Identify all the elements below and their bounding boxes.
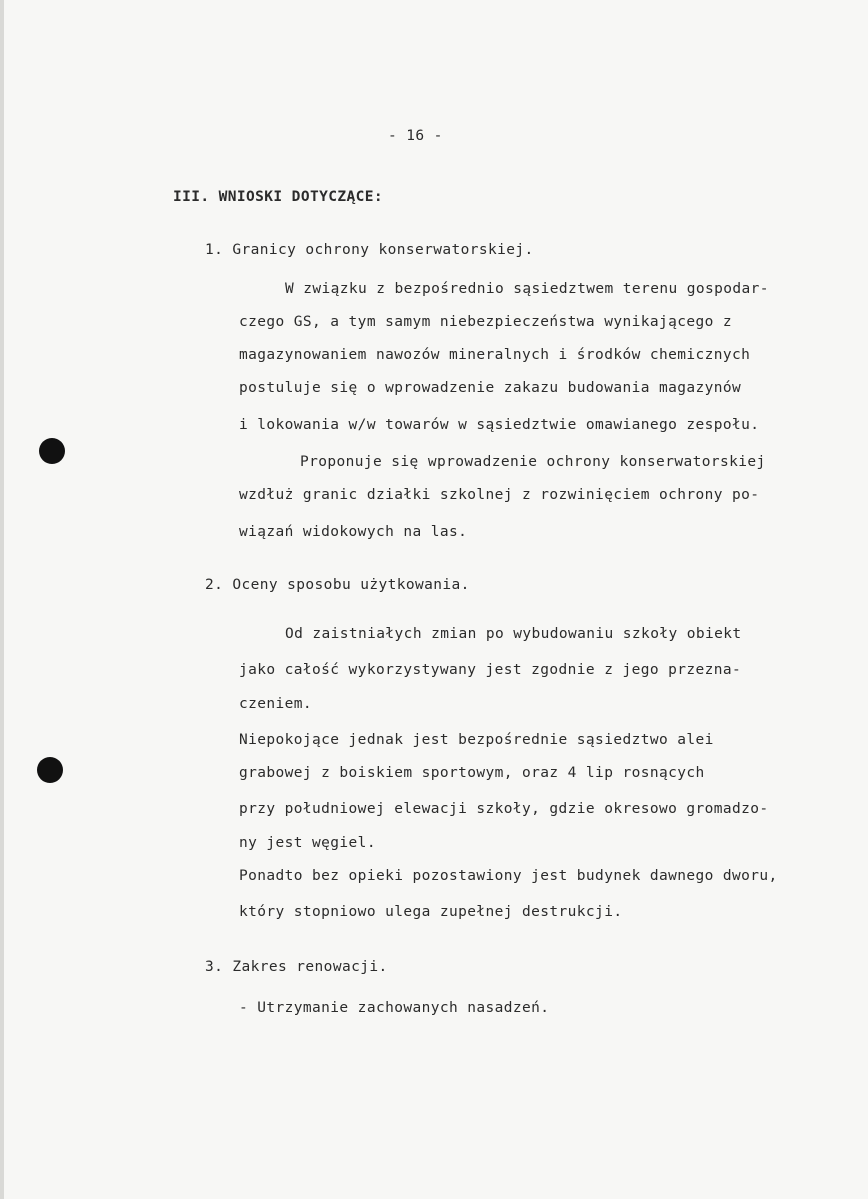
item-2-line-2: jako całość wykorzystywany jest zgodnie z jego przezna- — [239, 662, 742, 678]
item-3-heading: 3. Zakres renowacji. — [205, 959, 388, 975]
item-1-line-3: magazynowaniem nawozów mineralnych i środków chemicznych — [239, 347, 751, 363]
punch-hole-top — [39, 438, 65, 464]
item-1-line-5: i lokowania w/w towarów w sąsiedztwie omawianego zespołu. — [239, 417, 760, 433]
punch-hole-bottom — [37, 757, 63, 783]
item-1-heading: 1. Granicy ochrony konserwatorskiej. — [205, 242, 534, 258]
item-2-line-7: ny jest węgiel. — [239, 835, 376, 851]
item-2-line-4: Niepokojące jednak jest bezpośrednie sąsiedztwo alei — [239, 732, 714, 748]
item-1-line-4: postuluje się o wprowadzenie zakazu budowania magazynów — [239, 380, 742, 396]
item-1-line-7: wzdłuż granic działki szkolnej z rozwinięciem ochrony po- — [239, 487, 760, 503]
item-1-line-6: Proponuje się wprowadzenie ochrony konserwatorskiej — [300, 454, 766, 470]
item-2-line-3: czeniem. — [239, 696, 313, 712]
section-heading: III. WNIOSKI DOTYCZĄCE: — [173, 189, 383, 205]
page-number: - 16 - — [388, 128, 443, 144]
page-edge — [0, 0, 4, 1199]
item-2-line-1: Od zaistniałych zmian po wybudowaniu szkoły obiekt — [285, 626, 742, 642]
item-1-line-8: wiązań widokowych na las. — [239, 524, 468, 540]
item-2-line-6: przy południowej elewacji szkoły, gdzie okresowo gromadzo- — [239, 801, 769, 817]
item-2-line-9: który stopniowo ulega zupełnej destrukcji. — [239, 904, 623, 920]
item-3-line-1: - Utrzymanie zachowanych nasadzeń. — [239, 1000, 550, 1016]
item-2-line-5: grabowej z boiskiem sportowym, oraz 4 lip rosnących — [239, 765, 705, 781]
item-1-line-1: W związku z bezpośrednio sąsiedztwem terenu gospodar- — [285, 281, 769, 297]
item-2-line-8: Ponadto bez opieki pozostawiony jest budynek dawnego dworu, — [239, 868, 778, 884]
item-2-heading: 2. Oceny sposobu użytkowania. — [205, 577, 470, 593]
item-1-line-2: czego GS, a tym samym niebezpieczeństwa wynikającego z — [239, 314, 733, 330]
